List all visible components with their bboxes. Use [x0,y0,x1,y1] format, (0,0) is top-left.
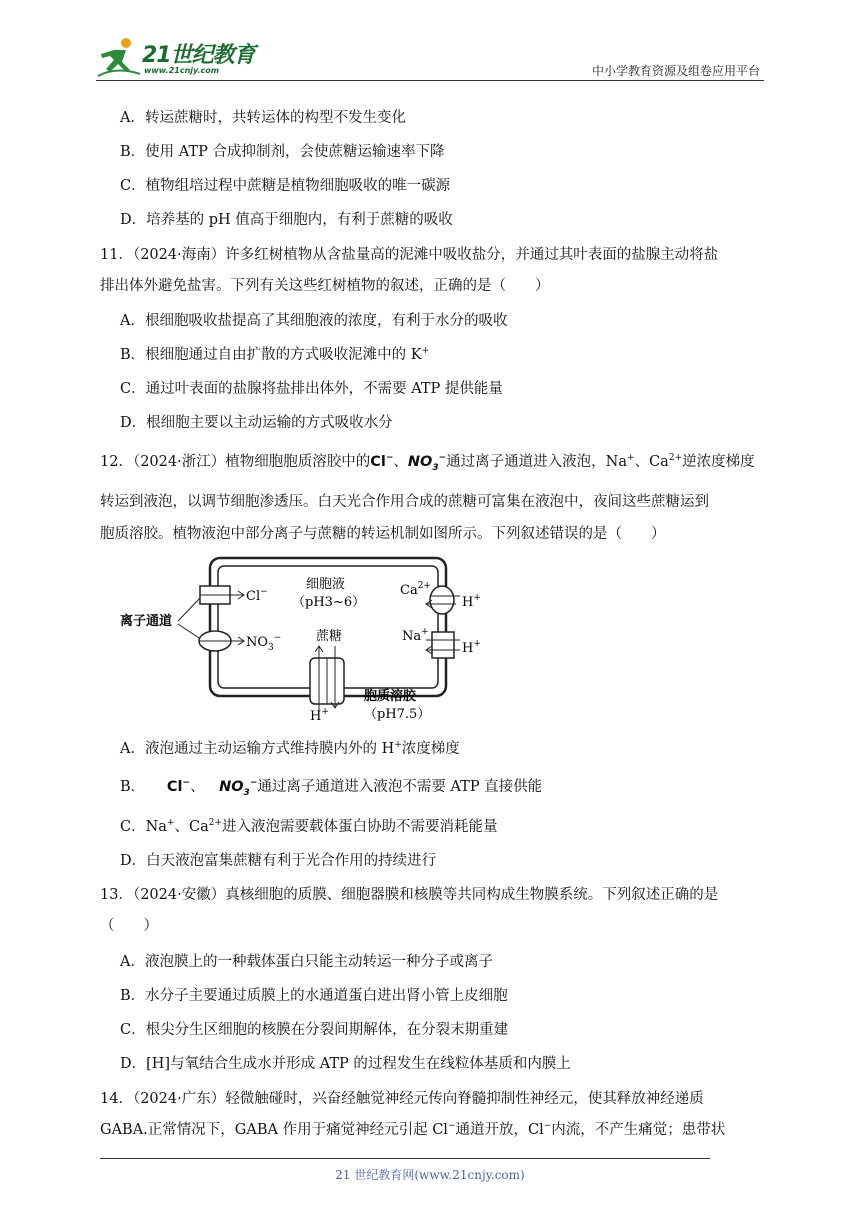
q11-stem-line2: 排出体外避免盐害。下列有关这些红树植物的叙述，正确的是（ ） [100,278,550,294]
footer-url[interactable]: 21 世纪教育网(www.21cnjy.com) [335,1168,525,1182]
q13-stem-line2: （ ） [100,918,158,934]
q12-option-c: C．Na+、$Ca^{2+}$进入液泡需要载体蛋白协助不需要消耗能量 [120,818,498,835]
site-logo [96,36,266,80]
page-header [96,36,764,80]
sucrose-label: 蔗糖 [316,629,343,644]
cl-channel [200,586,244,604]
q14-stem-line1: 14．（2024·广东）轻微触碰时，兴奋经触觉神经元传向脊髓抑制性神经元，使其释放神经递质 [100,1091,704,1107]
q11-option-d: D．根细胞主要以主动运输的方式吸收水分 [120,415,393,431]
q13-option-a: A．液泡膜上的一种载体蛋白只能主动转运一种分子或离子 [120,954,493,970]
logo-text: 21世纪教育 [142,43,255,68]
ca-h-label: H+ [462,593,481,610]
cell-sap-ph: （pH3~6） [292,595,366,610]
na-label: Na+ [402,627,429,644]
q10-option-b: B．使用 ATP 合成抑制剂，会使蔗糖运输速率下降 [120,144,445,160]
sucrose-h-label: H+ [310,707,329,724]
footer-rule [100,1158,710,1159]
q13-stem-line1: 13．（2024·安徽）真核细胞的质膜、细胞器膜和核膜等共同构成生物膜系统。下列叙述正确的是 [100,887,719,903]
na-h-antiporter [426,632,460,658]
q10-option-c: C．植物组培过程中蔗糖是植物细胞吸收的唯一碳源 [120,178,451,194]
q11-stem-line1: 11．（2024·海南）许多红树植物从含盐量高的泥滩中吸收盐分，并通过其叶表面的盐腺主动将盐 [100,247,719,263]
q13-option-b: B．水分子主要通过质膜上的水通道蛋白进出肾小管上皮细胞 [120,988,508,1004]
ca-h-antiporter [426,586,460,614]
platform-label: 中小学教育资源及组卷应用平台 [591,64,760,78]
vacuole-transport-diagram [120,548,500,724]
q13-option-c: C．根尖分生区细胞的核膜在分裂间期解体，在分裂末期重建 [120,1022,509,1038]
q12-option-a: A．液泡通过主动运输方式维持膜内外的 H+浓度梯度 [120,740,460,757]
cytosol-label: 胞质溶胶 [364,689,417,704]
q12-stem-line1: 12．（2024·浙江）植物细胞胞质溶胶中的Cl−、$NO_3^-$通过离子通道进入液泡，Na+、$Ca^{2+}$逆浓度梯度 [100,453,755,473]
q12-stem-line2: 转运到液泡，以调节细胞渗透压。白天光合作用合成的蔗糖可富集在液泡中，夜间这些蔗糖运到 [100,494,709,510]
q13-option-d: D．[H]与氧结合生成水并形成 ATP 的过程发生在线粒体基质和内膜上 [120,1056,571,1072]
logo-url: www.21cnjy.com [144,66,220,75]
no3-label: $NO_3^-$ [246,633,282,653]
q10-option-d: D．培养基的 pH 值高于细胞内，有利于蔗糖的吸收 [120,212,453,228]
na-h-label: H+ [462,639,481,656]
header-rule [96,80,764,81]
q12-option-b: B． Cl−、 $NO_3^-$通过离子通道进入液泡不需要 ATP 直接供能 [120,778,543,798]
cell-sap-label: 细胞液 [306,577,346,592]
q10-option-a: A．转运蔗糖时，共转运体的构型不发生变化 [120,110,406,126]
cytosol-ph: （pH7.5） [364,707,431,722]
no3-channel [199,631,244,651]
ca-label: $Ca^{2+}$ [400,581,431,598]
q14-stem-line2: GABA.正常情况下，GABA 作用于痛觉神经元引起 Cl−通道开放，Cl−内流，不产生痛觉；患带状 [100,1121,726,1138]
cl-label: Cl− [246,587,268,604]
q12-option-d: D．白天液泡富集蔗糖有利于光合作用的持续进行 [120,853,437,869]
q11-option-a: A．根细胞吸收盐提高了其细胞液的浓度，有利于水分的吸收 [120,313,508,329]
ion-channel-label: 离子通道 [120,614,173,629]
q11-option-c: C．通过叶表面的盐腺将盐排出体外，不需要 ATP 提供能量 [120,381,503,397]
sucrose-cotransporter [310,646,344,712]
q11-option-b: B．根细胞通过自由扩散的方式吸收泥滩中的 K+ [120,346,430,363]
q12-stem-line3: 胞质溶胶。植物液泡中部分离子与蔗糖的转运机制如图所示。下列叙述错误的是（ ） [100,526,666,542]
runner-logo-icon [96,36,142,80]
